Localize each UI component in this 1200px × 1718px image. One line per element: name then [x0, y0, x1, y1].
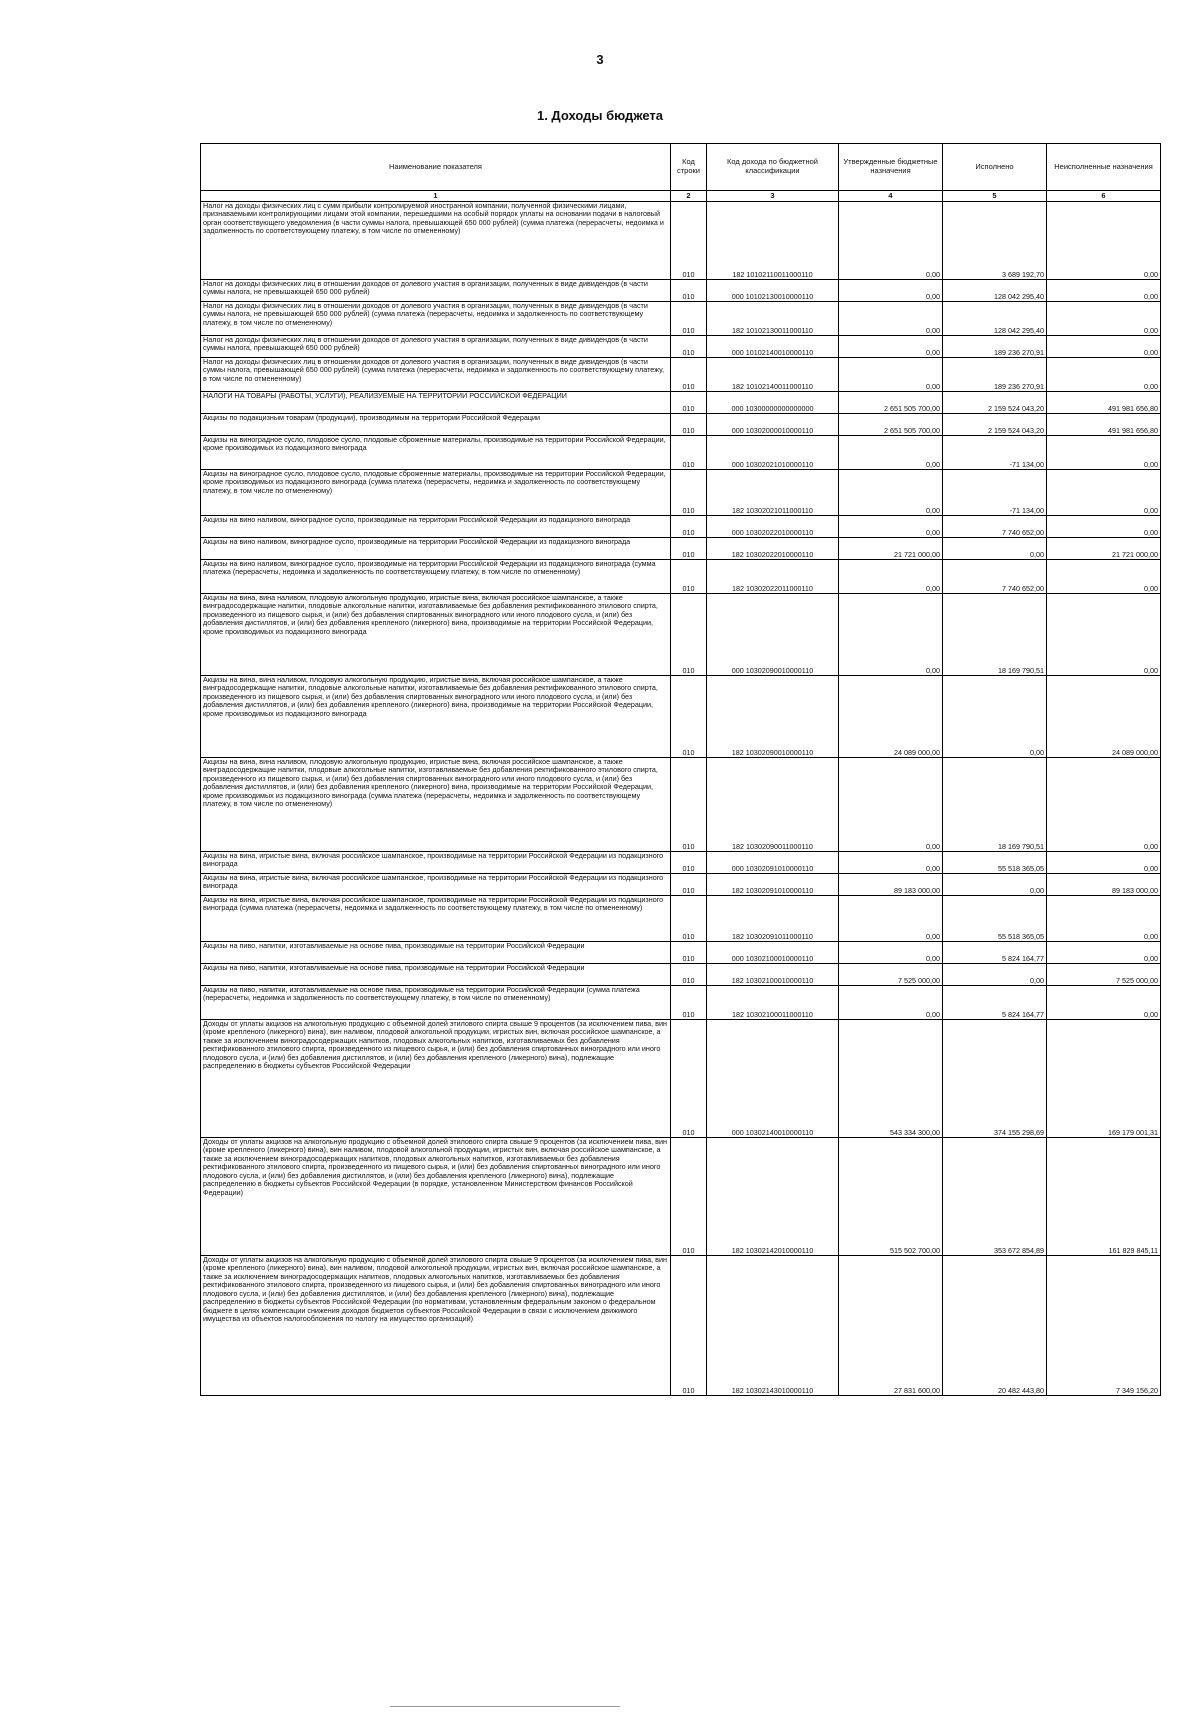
- row-name: Акцизы на вина, игристые вина, включая российское шампанское, производимые на территории Российской Федерации из подакцизного винограда: [201, 852, 671, 874]
- row-unexecuted: 0,00: [1047, 560, 1161, 594]
- row-budget-code: 000 10302090010000110: [707, 594, 839, 676]
- row-line-code: 010: [671, 1256, 707, 1396]
- column-number: 2: [671, 191, 707, 202]
- row-unexecuted: 0,00: [1047, 470, 1161, 516]
- row-executed: 20 482 443,80: [943, 1256, 1047, 1396]
- row-budget-code: 000 10102140010000110: [707, 336, 839, 358]
- row-budget-code: 000 10302022010000110: [707, 516, 839, 538]
- table-row: [201, 758, 1161, 852]
- column-number: 4: [839, 191, 943, 202]
- row-unexecuted: 24 089 000,00: [1047, 676, 1161, 758]
- table-row: [201, 594, 1161, 676]
- row-approved: 2 651 505 700,00: [839, 414, 943, 436]
- table-row: [201, 1138, 1161, 1256]
- table-row: [201, 280, 1161, 302]
- row-line-code: 010: [671, 302, 707, 336]
- row-budget-code: 182 10302090010000110: [707, 676, 839, 758]
- row-budget-code: 182 10302022011000110: [707, 560, 839, 594]
- table-row: [201, 852, 1161, 874]
- row-line-code: 010: [671, 560, 707, 594]
- row-line-code: 010: [671, 676, 707, 758]
- row-executed: 3 689 192,70: [943, 202, 1047, 280]
- column-number-row: [201, 191, 1161, 202]
- row-approved: 543 334 300,00: [839, 1020, 943, 1138]
- row-executed: 353 672 854,89: [943, 1138, 1047, 1256]
- row-unexecuted: 0,00: [1047, 986, 1161, 1020]
- row-executed: 5 824 164,77: [943, 942, 1047, 964]
- row-budget-code: 000 10302091010000110: [707, 852, 839, 874]
- row-name: Акцизы на вина, вина наливом, плодовую алкогольную продукцию, игристые вина, включая российское шампанское, а также винградосодержащие напитки, плодовые алкогольные напитки, изготавливаемые без добавления ректификованного этилового спирта, произведенного из пищевого сырья, и (или) без добавления спиртованных виноградного или иного плодового сусла, и (или) без добавления дистиллятов, и (или) без добавления крепленого (ликерного) вина, производимые на территории Российской Федерации, кроме производимых из подакцизного винограда: [201, 594, 671, 676]
- row-line-code: 010: [671, 1138, 707, 1256]
- row-budget-code: 182 10102110011000110: [707, 202, 839, 280]
- row-budget-code: 000 10102130010000110: [707, 280, 839, 302]
- row-name: Акцизы на вина, вина наливом, плодовую алкогольную продукцию, игристые вина, включая российское шампанское, а также винградосодержащие напитки, плодовые алкогольные напитки, изготавливаемые без добавления ректификованного этилового спирта, произведенного из пищевого сырья, и (или) без добавления спиртованных виноградного или иного плодового сусла, и (или) без добавления дистиллятов, и (или) без добавления крепленого (ликерного) вина, производимые на территории Российской Федерации, кроме производимых из подакцизного винограда (сумма платежа (перерасчеты, недоимка и задолженность по соответствующему платежу, в том числе по отмененному): [201, 758, 671, 852]
- row-budget-code: 182 10302090011000110: [707, 758, 839, 852]
- row-budget-code: 182 10302100010000110: [707, 964, 839, 986]
- row-executed: 189 236 270,91: [943, 358, 1047, 392]
- row-name: Налог на доходы физических лиц в отношении доходов от долевого участия в организации, полученных в виде дивидендов (в части суммы налога, не превышающей 650 000 рублей): [201, 280, 671, 302]
- revenue-table: [200, 143, 1161, 1396]
- row-budget-code: 182 10302091011000110: [707, 896, 839, 942]
- row-line-code: 010: [671, 758, 707, 852]
- row-line-code: 010: [671, 202, 707, 280]
- row-name: Акцизы на вина, игристые вина, включая российское шампанское, производимые на территории Российской Федерации из подакцизного винограда: [201, 874, 671, 896]
- row-approved: 0,00: [839, 758, 943, 852]
- row-name: Акцизы на вино наливом, виноградное сусло, производимые на территории Российской Федерации из подакцизного винограда: [201, 538, 671, 560]
- row-executed: 0,00: [943, 874, 1047, 896]
- row-budget-code: 000 10300000000000000: [707, 392, 839, 414]
- header-executed: Исполнено: [943, 144, 1047, 191]
- row-unexecuted: 0,00: [1047, 758, 1161, 852]
- row-line-code: 010: [671, 414, 707, 436]
- column-number: 5: [943, 191, 1047, 202]
- column-number: 3: [707, 191, 839, 202]
- row-budget-code: 000 10302100010000110: [707, 942, 839, 964]
- row-name: Налог на доходы физических лиц с сумм прибыли контролируемой иностранной компании, полученной физическими лицами, признаваемыми контролирующими лицами этой компании, перешедшими на особый порядок уплаты на основании подачи в налоговый орган соответствующего уведомления (в части суммы налога, превышающей 650 000 рублей) (сумма платежа (перерасчеты, недоимка и задолженность по соответствующему платежу, в том числе по отмененному): [201, 202, 671, 280]
- row-executed: 0,00: [943, 538, 1047, 560]
- row-unexecuted: 0,00: [1047, 358, 1161, 392]
- row-approved: 0,00: [839, 594, 943, 676]
- row-executed: 5 824 164,77: [943, 986, 1047, 1020]
- row-executed: 189 236 270,91: [943, 336, 1047, 358]
- row-unexecuted: 0,00: [1047, 336, 1161, 358]
- table-row: [201, 874, 1161, 896]
- row-line-code: 010: [671, 516, 707, 538]
- row-unexecuted: 0,00: [1047, 202, 1161, 280]
- row-line-code: 010: [671, 986, 707, 1020]
- table-row: [201, 470, 1161, 516]
- table-row: [201, 1020, 1161, 1138]
- page-number: 3: [596, 52, 604, 67]
- table-row: [201, 964, 1161, 986]
- row-executed: 2 159 524 043,20: [943, 392, 1047, 414]
- table-row: [201, 1256, 1161, 1396]
- row-executed: 7 740 652,00: [943, 516, 1047, 538]
- row-unexecuted: 0,00: [1047, 436, 1161, 470]
- row-approved: 0,00: [839, 470, 943, 516]
- row-budget-code: 000 10302000010000110: [707, 414, 839, 436]
- row-line-code: 010: [671, 336, 707, 358]
- table-row: [201, 436, 1161, 470]
- row-unexecuted: 0,00: [1047, 942, 1161, 964]
- table-header-row: [201, 144, 1161, 191]
- table-row: [201, 942, 1161, 964]
- row-budget-code: 000 10302140010000110: [707, 1020, 839, 1138]
- row-executed: -71 134,00: [943, 470, 1047, 516]
- row-approved: 21 721 000,00: [839, 538, 943, 560]
- table-row: [201, 676, 1161, 758]
- row-name: Акцизы на вина, вина наливом, плодовую алкогольную продукцию, игристые вина, включая российское шампанское, а также винградосодержащие напитки, плодовые алкогольные напитки, изготавливаемые без добавления ректификованного этилового спирта, произведенного из пищевого сырья, и (или) без добавления спиртованных виноградного или иного плодового сусла, и (или) без добавления дистиллятов, и (или) без добавления крепленого (ликерного) вина, производимые на территории Российской Федерации, кроме производимых из подакцизного винограда: [201, 676, 671, 758]
- row-executed: 55 518 365,05: [943, 896, 1047, 942]
- row-executed: 128 042 295,40: [943, 302, 1047, 336]
- table-row: [201, 392, 1161, 414]
- row-unexecuted: 0,00: [1047, 302, 1161, 336]
- header-approved: Утвержденные бюджетные назначения: [839, 144, 943, 191]
- row-unexecuted: 491 981 656,80: [1047, 392, 1161, 414]
- header-unexecuted: Неисполненные назначения: [1047, 144, 1161, 191]
- row-executed: 0,00: [943, 964, 1047, 986]
- row-line-code: 010: [671, 538, 707, 560]
- row-approved: 89 183 000,00: [839, 874, 943, 896]
- row-name: Акцизы на пиво, напитки, изготавливаемые на основе пива, производимые на территории Российской Федерации: [201, 942, 671, 964]
- row-name: Акцизы на пиво, напитки, изготавливаемые на основе пива, производимые на территории Российской Федерации (сумма платежа (перерасчеты, недоимка и задолженность по соответствующему платежу, в том числе по отмененному): [201, 986, 671, 1020]
- row-unexecuted: 89 183 000,00: [1047, 874, 1161, 896]
- row-budget-code: 182 10302091010000110: [707, 874, 839, 896]
- row-line-code: 010: [671, 942, 707, 964]
- row-executed: 7 740 652,00: [943, 560, 1047, 594]
- row-approved: 0,00: [839, 202, 943, 280]
- row-name: Акцизы на виноградное сусло, плодовое сусло, плодовые сброженные материалы, производимые на территории Российской Федерации, кроме производимых из подакцизного винограда: [201, 436, 671, 470]
- row-line-code: 010: [671, 852, 707, 874]
- table-row: [201, 538, 1161, 560]
- row-line-code: 010: [671, 594, 707, 676]
- row-unexecuted: 21 721 000,00: [1047, 538, 1161, 560]
- row-approved: 0,00: [839, 560, 943, 594]
- table-row: [201, 560, 1161, 594]
- row-approved: 0,00: [839, 986, 943, 1020]
- row-approved: 515 502 700,00: [839, 1138, 943, 1256]
- row-line-code: 010: [671, 436, 707, 470]
- row-executed: 0,00: [943, 676, 1047, 758]
- row-approved: 0,00: [839, 358, 943, 392]
- row-line-code: 010: [671, 358, 707, 392]
- table-row: [201, 896, 1161, 942]
- row-name: Акцизы по подакцизным товарам (продукции), производимым на территории Российской Федерации: [201, 414, 671, 436]
- row-line-code: 010: [671, 470, 707, 516]
- row-name: Акцизы на вино наливом, виноградное сусло, производимые на территории Российской Федерации из подакцизного винограда (сумма платежа (перерасчеты, недоимка и задолженность по соответствующему платежу, в том числе по отмененному): [201, 560, 671, 594]
- row-executed: 18 169 790,51: [943, 594, 1047, 676]
- row-approved: 0,00: [839, 336, 943, 358]
- table-row: [201, 202, 1161, 280]
- page-title: 1. Доходы бюджета: [536, 108, 664, 123]
- row-approved: 24 089 000,00: [839, 676, 943, 758]
- row-budget-code: 182 10102130011000110: [707, 302, 839, 336]
- row-line-code: 010: [671, 280, 707, 302]
- row-approved: 0,00: [839, 896, 943, 942]
- row-line-code: 010: [671, 964, 707, 986]
- row-name: Доходы от уплаты акцизов на алкогольную продукцию с объемной долей этилового спирта свыше 9 процентов (за исключением пива, вин (кроме крепленого (ликерного) вина), вин наливом, плодовой алкогольной продукции, игристых вин, включая российское шампанское, а также за исключением виноградосодержащих напитков, плодовых алкогольных напитков, изготавливаемых без добавления ректификованного этилового спирта, произведенного из пищевого сырья, и (или) без добавления спиртованных виноградного или иного плодового сусла, и (или) без добавления дистиллятов, и (или) без добавления крепленого (ликерного) вина), подлежащие распределению в бюджеты субъектов Российской Федерации (в порядке, установленном Министерством финансов Российской Федерации): [201, 1138, 671, 1256]
- row-line-code: 010: [671, 874, 707, 896]
- row-name: Акцизы на виноградное сусло, плодовое сусло, плодовые сброженные материалы, производимые на территории Российской Федерации, кроме производимых из подакцизного винограда (сумма платежа (перерасчеты, недоимка и задолженность по соответствующему платежу, в том числе по отмененному): [201, 470, 671, 516]
- table-row: [201, 516, 1161, 538]
- column-number: 1: [201, 191, 671, 202]
- row-budget-code: 182 10102140011000110: [707, 358, 839, 392]
- table-row: [201, 358, 1161, 392]
- row-unexecuted: 7 349 156,20: [1047, 1256, 1161, 1396]
- row-unexecuted: 7 525 000,00: [1047, 964, 1161, 986]
- table-row: [201, 986, 1161, 1020]
- column-number: 6: [1047, 191, 1161, 202]
- row-budget-code: 182 10302022010000110: [707, 538, 839, 560]
- row-executed: -71 134,00: [943, 436, 1047, 470]
- table-row: [201, 302, 1161, 336]
- row-unexecuted: 169 179 001,31: [1047, 1020, 1161, 1138]
- row-approved: 0,00: [839, 280, 943, 302]
- row-name: Акцизы на пиво, напитки, изготавливаемые на основе пива, производимые на территории Российской Федерации: [201, 964, 671, 986]
- table-row: [201, 414, 1161, 436]
- row-name: Доходы от уплаты акцизов на алкогольную продукцию с объемной долей этилового спирта свыше 9 процентов (за исключением пива, вин (кроме крепленого (ликерного) вина), вин наливом, плодовой алкогольной продукции, игристых вин, включая российское шампанское, а также за исключением виноградосодержащих напитков, плодовых алкогольных напитков, изготавливаемых без добавления ректификованного этилового спирта, произведенного из пищевого сырья, и (или) без добавления спиртованных виноградного или иного плодового сусла, и (или) без добавления дистиллятов, и (или) без добавления крепленого (ликерного) вина), подлежащие распределению в бюджеты субъектов Российской Федерации (по нормативам, установленным федеральным законом о федеральном бюджете в целях компенсации снижения доходов бюджетов субъектов Российской Федерации в связи с исключением движимого имущества из объектов налогообложения по налогу на имущество организаций): [201, 1256, 671, 1396]
- row-budget-code: 182 10302100011000110: [707, 986, 839, 1020]
- row-budget-code: 182 10302143010000110: [707, 1256, 839, 1396]
- header-name: Наименование показателя: [201, 144, 671, 191]
- row-executed: 374 155 298,69: [943, 1020, 1047, 1138]
- scan-mark: [390, 1706, 620, 1707]
- row-name: Налог на доходы физических лиц в отношении доходов от долевого участия в организации, полученных в виде дивидендов (в части суммы налога, не превышающей 650 000 рублей) (сумма платежа (перерасчеты, недоимка и задолженность по соответствующему платежу, в том числе по отмененному): [201, 302, 671, 336]
- row-executed: 128 042 295,40: [943, 280, 1047, 302]
- row-unexecuted: 0,00: [1047, 594, 1161, 676]
- row-line-code: 010: [671, 392, 707, 414]
- row-executed: 2 159 524 043,20: [943, 414, 1047, 436]
- row-unexecuted: 161 829 845,11: [1047, 1138, 1161, 1256]
- row-unexecuted: 0,00: [1047, 896, 1161, 942]
- row-unexecuted: 0,00: [1047, 280, 1161, 302]
- row-line-code: 010: [671, 896, 707, 942]
- row-name: Акцизы на вино наливом, виноградное сусло, производимые на территории Российской Федерации из подакцизного винограда: [201, 516, 671, 538]
- row-name: Налог на доходы физических лиц в отношении доходов от долевого участия в организации, полученных в виде дивидендов (в части суммы налога, превышающей 650 000 рублей) (сумма платежа (перерасчеты, недоимка и задолженность по соответствующему платежу, в том числе по отмененному): [201, 358, 671, 392]
- row-unexecuted: 491 981 656,80: [1047, 414, 1161, 436]
- row-budget-code: 182 10302021011000110: [707, 470, 839, 516]
- row-name: Налог на доходы физических лиц в отношении доходов от долевого участия в организации, полученных в виде дивидендов (в части суммы налога, превышающей 650 000 рублей): [201, 336, 671, 358]
- table-row: [201, 336, 1161, 358]
- row-approved: 2 651 505 700,00: [839, 392, 943, 414]
- row-budget-code: 182 10302142010000110: [707, 1138, 839, 1256]
- header-code: Код дохода по бюджетной классификации: [707, 144, 839, 191]
- row-name: Акцизы на вина, игристые вина, включая российское шампанское, производимые на территории Российской Федерации из подакцизного винограда (сумма платежа (перерасчеты, недоимка и задолженность по соответствующему платежу, в том числе по отмененному): [201, 896, 671, 942]
- row-unexecuted: 0,00: [1047, 852, 1161, 874]
- row-approved: 0,00: [839, 852, 943, 874]
- table-body: [201, 202, 1161, 1396]
- row-budget-code: 000 10302021010000110: [707, 436, 839, 470]
- header-line: Код строки: [671, 144, 707, 191]
- row-unexecuted: 0,00: [1047, 516, 1161, 538]
- row-approved: 7 525 000,00: [839, 964, 943, 986]
- row-name: Доходы от уплаты акцизов на алкогольную продукцию с объемной долей этилового спирта свыше 9 процентов (за исключением пива, вин (кроме крепленого (ликерного) вина), вин наливом, плодовой алкогольной продукции, игристых вин, включая российское шампанское, а также за исключением виноградосодержащих напитков, плодовых алкогольных напитков, изготавливаемых без добавления ректификованного этилового спирта, произведенного из пищевого сырья, и (или) без добавления спиртованных виноградного или иного плодового сусла, и (или) без добавления дистиллятов, и (или) без добавления крепленого (ликерного) вина), подлежащие распределению в бюджеты субъектов Российской Федерации: [201, 1020, 671, 1138]
- row-executed: 18 169 790,51: [943, 758, 1047, 852]
- row-approved: 0,00: [839, 436, 943, 470]
- row-approved: 0,00: [839, 516, 943, 538]
- row-name: НАЛОГИ НА ТОВАРЫ (РАБОТЫ, УСЛУГИ), РЕАЛИЗУЕМЫЕ НА ТЕРРИТОРИИ РОССИЙСКОЙ ФЕДЕРАЦИИ: [201, 392, 671, 414]
- row-approved: 27 831 600,00: [839, 1256, 943, 1396]
- row-executed: 55 518 365,05: [943, 852, 1047, 874]
- row-approved: 0,00: [839, 942, 943, 964]
- row-approved: 0,00: [839, 302, 943, 336]
- row-line-code: 010: [671, 1020, 707, 1138]
